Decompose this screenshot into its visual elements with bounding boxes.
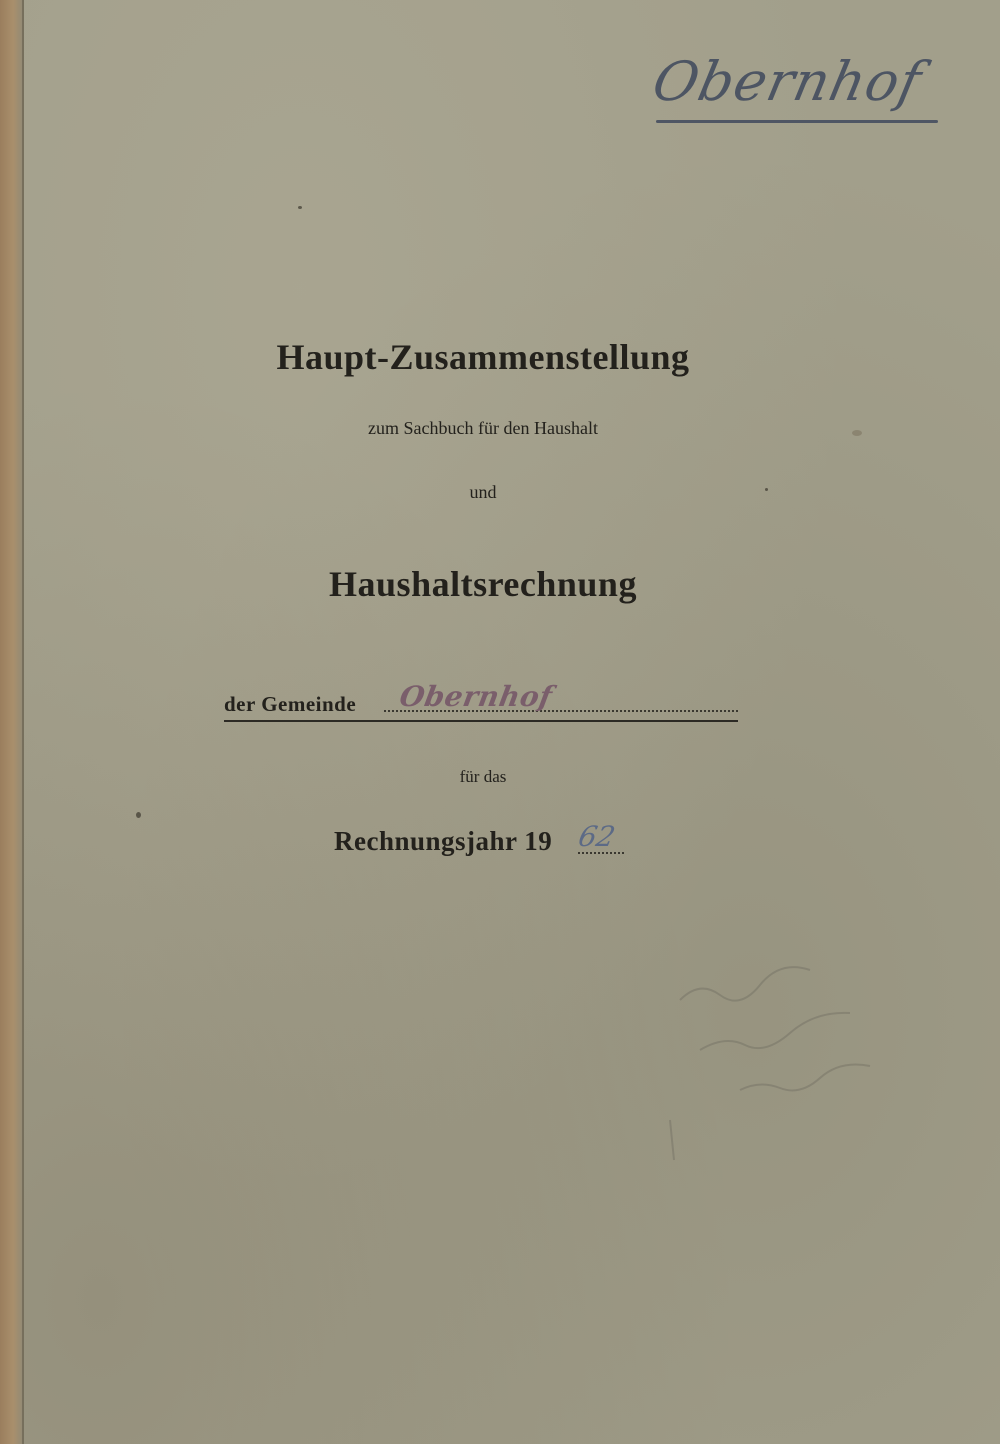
gemeinde-field [224,680,738,726]
binding-edge [0,0,24,1444]
handwritten-annotation [647,50,940,130]
secondary-title: Haushaltsrechnung [329,564,637,604]
handwritten-underline [656,120,938,123]
subtitle: zum Sachbuch für den Haushalt [368,418,598,438]
year-label: Rechnungsjahr 19 [334,826,553,856]
year-field [334,820,654,868]
year-handwritten-value: 62 [575,820,619,853]
paper-speck [136,812,141,818]
gemeinde-label: der Gemeinde [224,692,357,716]
handwritten-place-name: Obernhof [647,50,928,113]
paper-speck [852,430,862,436]
fuer-das-text: für das [459,767,507,786]
gemeinde-rule [224,720,738,722]
gemeinde-stamp-value: Obernhof [397,680,555,713]
paper-speck [298,206,302,209]
paper-speck [765,488,768,491]
connector-text: und [469,482,497,502]
main-title: Haupt-Zusammenstellung [276,337,690,377]
faint-pencil-marks [640,880,940,1180]
